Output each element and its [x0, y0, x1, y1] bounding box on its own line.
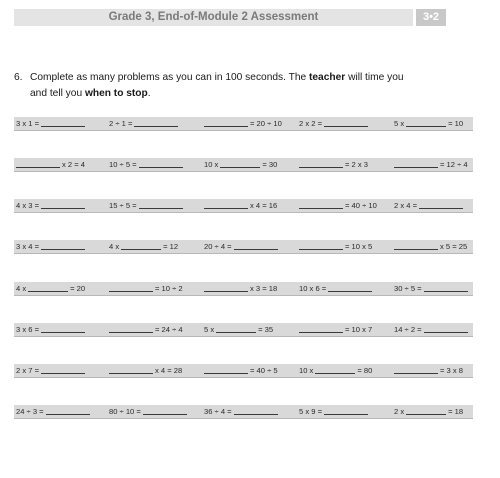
problem-row	[14, 364, 473, 378]
problem-number: 6.	[14, 72, 23, 83]
math-problem	[299, 240, 374, 253]
problem-row	[14, 282, 473, 296]
problem-right-text: = 2 x 3	[345, 160, 369, 169]
problem-left-text: 5 x	[204, 325, 215, 334]
math-problem	[394, 405, 469, 418]
answer-blank[interactable]	[41, 117, 85, 127]
problem-right-text: = 18	[448, 407, 464, 416]
problem-left-text: 3 x 1 =	[16, 119, 40, 128]
problem-left-text: 10 x	[204, 160, 219, 169]
problem-right-text: = 40 ÷ 5	[250, 366, 278, 375]
math-problem	[299, 117, 374, 130]
problem-row	[14, 199, 473, 213]
math-problem	[109, 323, 184, 336]
math-problem	[299, 158, 374, 171]
math-problem	[109, 240, 184, 253]
answer-blank[interactable]	[216, 323, 256, 333]
math-problem	[16, 405, 91, 418]
math-problem	[394, 323, 469, 336]
answer-blank[interactable]	[139, 199, 183, 209]
math-problem	[109, 364, 184, 377]
problem-instructions	[14, 70, 454, 102]
answer-blank[interactable]	[220, 158, 260, 168]
math-problem	[109, 199, 184, 212]
problem-left-text: 3 x 6 =	[16, 325, 40, 334]
math-problem	[204, 323, 279, 336]
problem-row	[14, 158, 473, 172]
math-problem	[299, 364, 374, 377]
answer-blank[interactable]	[41, 364, 85, 374]
problem-left-text: 14 ÷ 2 =	[394, 325, 422, 334]
problem-right-text: = 30	[262, 160, 278, 169]
problem-left-text: 3 x 4 =	[16, 242, 40, 251]
problem-right-text: = 3 x 8	[440, 366, 464, 375]
problem-left-text: 2 ÷ 1 =	[109, 119, 133, 128]
answer-blank[interactable]	[234, 240, 278, 250]
problem-row	[14, 240, 473, 254]
answer-blank[interactable]	[16, 158, 60, 168]
answer-blank[interactable]	[419, 199, 463, 209]
math-problem	[394, 282, 469, 295]
math-problem	[109, 117, 184, 130]
answer-blank[interactable]	[234, 405, 278, 415]
problem-row	[14, 117, 473, 131]
answer-blank[interactable]	[109, 364, 153, 374]
answer-blank[interactable]	[324, 117, 368, 127]
problem-right-text: = 10	[448, 119, 464, 128]
answer-blank[interactable]	[121, 240, 161, 250]
answer-blank[interactable]	[394, 364, 438, 374]
math-problem	[109, 405, 184, 418]
problem-row	[14, 323, 473, 337]
problem-left-text: 24 ÷ 3 =	[16, 407, 44, 416]
problem-left-text: 4 x 3 =	[16, 201, 40, 210]
instruction-line-2	[14, 86, 454, 102]
problem-left-text: 2 x 4 =	[394, 201, 418, 210]
problem-left-text: 2 x 7 =	[16, 366, 40, 375]
math-problem	[299, 323, 374, 336]
math-problem	[394, 240, 469, 253]
problem-left-text: 5 x 9 =	[299, 407, 323, 416]
problem-right-text: x 4 = 16	[250, 201, 278, 210]
instruction-text-2: and tell you	[30, 88, 85, 99]
problem-left-text: 36 ÷ 4 =	[204, 407, 232, 416]
problem-right-text: = 80	[357, 366, 373, 375]
math-problem	[394, 158, 469, 171]
problem-left-text: 20 ÷ 4 =	[204, 242, 232, 251]
problem-left-text: 80 ÷ 10 =	[109, 407, 141, 416]
problem-left-text: 2 x	[394, 407, 405, 416]
problem-left-text: 10 x 6 =	[299, 284, 327, 293]
math-problem	[109, 282, 184, 295]
problem-right-text: x 2 = 4	[62, 160, 86, 169]
problem-left-text: 30 ÷ 5 =	[394, 284, 422, 293]
math-problem	[299, 282, 374, 295]
instruction-text-2-end: .	[147, 88, 151, 99]
problem-left-text: 4 x	[109, 242, 120, 251]
answer-blank[interactable]	[299, 199, 343, 209]
answer-blank[interactable]	[406, 405, 446, 415]
problem-right-text: = 10 ÷ 2	[155, 284, 183, 293]
math-problem	[299, 199, 377, 212]
problem-right-text: = 12	[163, 242, 179, 251]
problem-right-text: = 24 ÷ 4	[155, 325, 183, 334]
answer-blank[interactable]	[139, 158, 183, 168]
math-problem	[204, 240, 279, 253]
answer-blank[interactable]	[134, 117, 178, 127]
math-problem	[394, 364, 469, 377]
math-problem	[204, 199, 279, 212]
problem-left-text: 2 x 2 =	[299, 119, 323, 128]
problem-right-text: x 5 = 25	[440, 242, 468, 251]
math-problem	[204, 282, 279, 295]
math-problem	[204, 158, 279, 171]
answer-blank[interactable]	[328, 282, 372, 292]
answer-blank[interactable]	[109, 323, 153, 333]
math-problem	[16, 199, 91, 212]
problem-right-text: = 20	[70, 284, 86, 293]
answer-blank[interactable]	[109, 282, 153, 292]
instruction-line-1	[14, 70, 454, 86]
math-problem	[109, 158, 184, 171]
math-problem	[394, 199, 469, 212]
problem-right-text: = 10 x 5	[345, 242, 373, 251]
math-problem	[16, 364, 91, 377]
answer-blank[interactable]	[299, 240, 343, 250]
answer-blank[interactable]	[204, 117, 248, 127]
math-problem	[16, 282, 91, 295]
instruction-bold-stop: when to stop	[84, 88, 148, 99]
math-problem	[394, 117, 469, 130]
math-problem	[204, 117, 282, 130]
answer-blank[interactable]	[315, 364, 355, 374]
answer-blank[interactable]	[324, 405, 368, 415]
problem-left-text: 5 x	[394, 119, 405, 128]
answer-blank[interactable]	[424, 323, 468, 333]
math-problem	[204, 364, 279, 377]
answer-blank[interactable]	[46, 405, 90, 415]
problem-right-text: x 4 = 28	[155, 366, 183, 375]
answer-blank[interactable]	[204, 282, 248, 292]
answer-blank[interactable]	[394, 158, 438, 168]
problem-row	[14, 405, 473, 419]
problem-right-text: = 35	[258, 325, 274, 334]
problem-left-text: 10 x	[299, 366, 314, 375]
math-problem	[16, 158, 91, 171]
page-header	[14, 9, 446, 26]
instruction-text-1: Complete as many problems as you can in 100 seconds. The	[30, 72, 309, 83]
problem-right-text: = 40 ÷ 10	[345, 201, 377, 210]
problem-right-text: = 12 ÷ 4	[440, 160, 468, 169]
answer-blank[interactable]	[41, 240, 85, 250]
math-problem	[299, 405, 374, 418]
problem-left-text: 10 ÷ 5 =	[109, 160, 137, 169]
math-problem	[16, 240, 91, 253]
problem-right-text: = 10 x 7	[345, 325, 373, 334]
answer-blank[interactable]	[204, 199, 248, 209]
answer-blank[interactable]	[204, 364, 248, 374]
instruction-bold-teacher: teacher	[309, 72, 346, 83]
problem-right-text: x 3 = 18	[250, 284, 278, 293]
answer-blank[interactable]	[41, 323, 85, 333]
math-problem	[204, 405, 279, 418]
math-problem	[16, 323, 91, 336]
instruction-text-1-end: will time you	[345, 72, 404, 83]
problem-left-text: 15 ÷ 5 =	[109, 201, 137, 210]
answer-blank[interactable]	[299, 158, 343, 168]
problem-right-text: = 20 ÷ 10	[250, 119, 282, 128]
answer-blank[interactable]	[394, 240, 438, 250]
problem-left-text: 4 x	[16, 284, 27, 293]
math-problem	[16, 117, 91, 130]
answer-blank[interactable]	[299, 323, 343, 333]
answer-blank[interactable]	[28, 282, 68, 292]
assessment-title: Grade 3, End-of-Module 2 Assessment	[14, 9, 413, 26]
answer-blank[interactable]	[143, 405, 187, 415]
answer-blank[interactable]	[424, 282, 468, 292]
module-badge: 3•2	[416, 9, 446, 26]
answer-blank[interactable]	[41, 199, 85, 209]
answer-blank[interactable]	[406, 117, 446, 127]
